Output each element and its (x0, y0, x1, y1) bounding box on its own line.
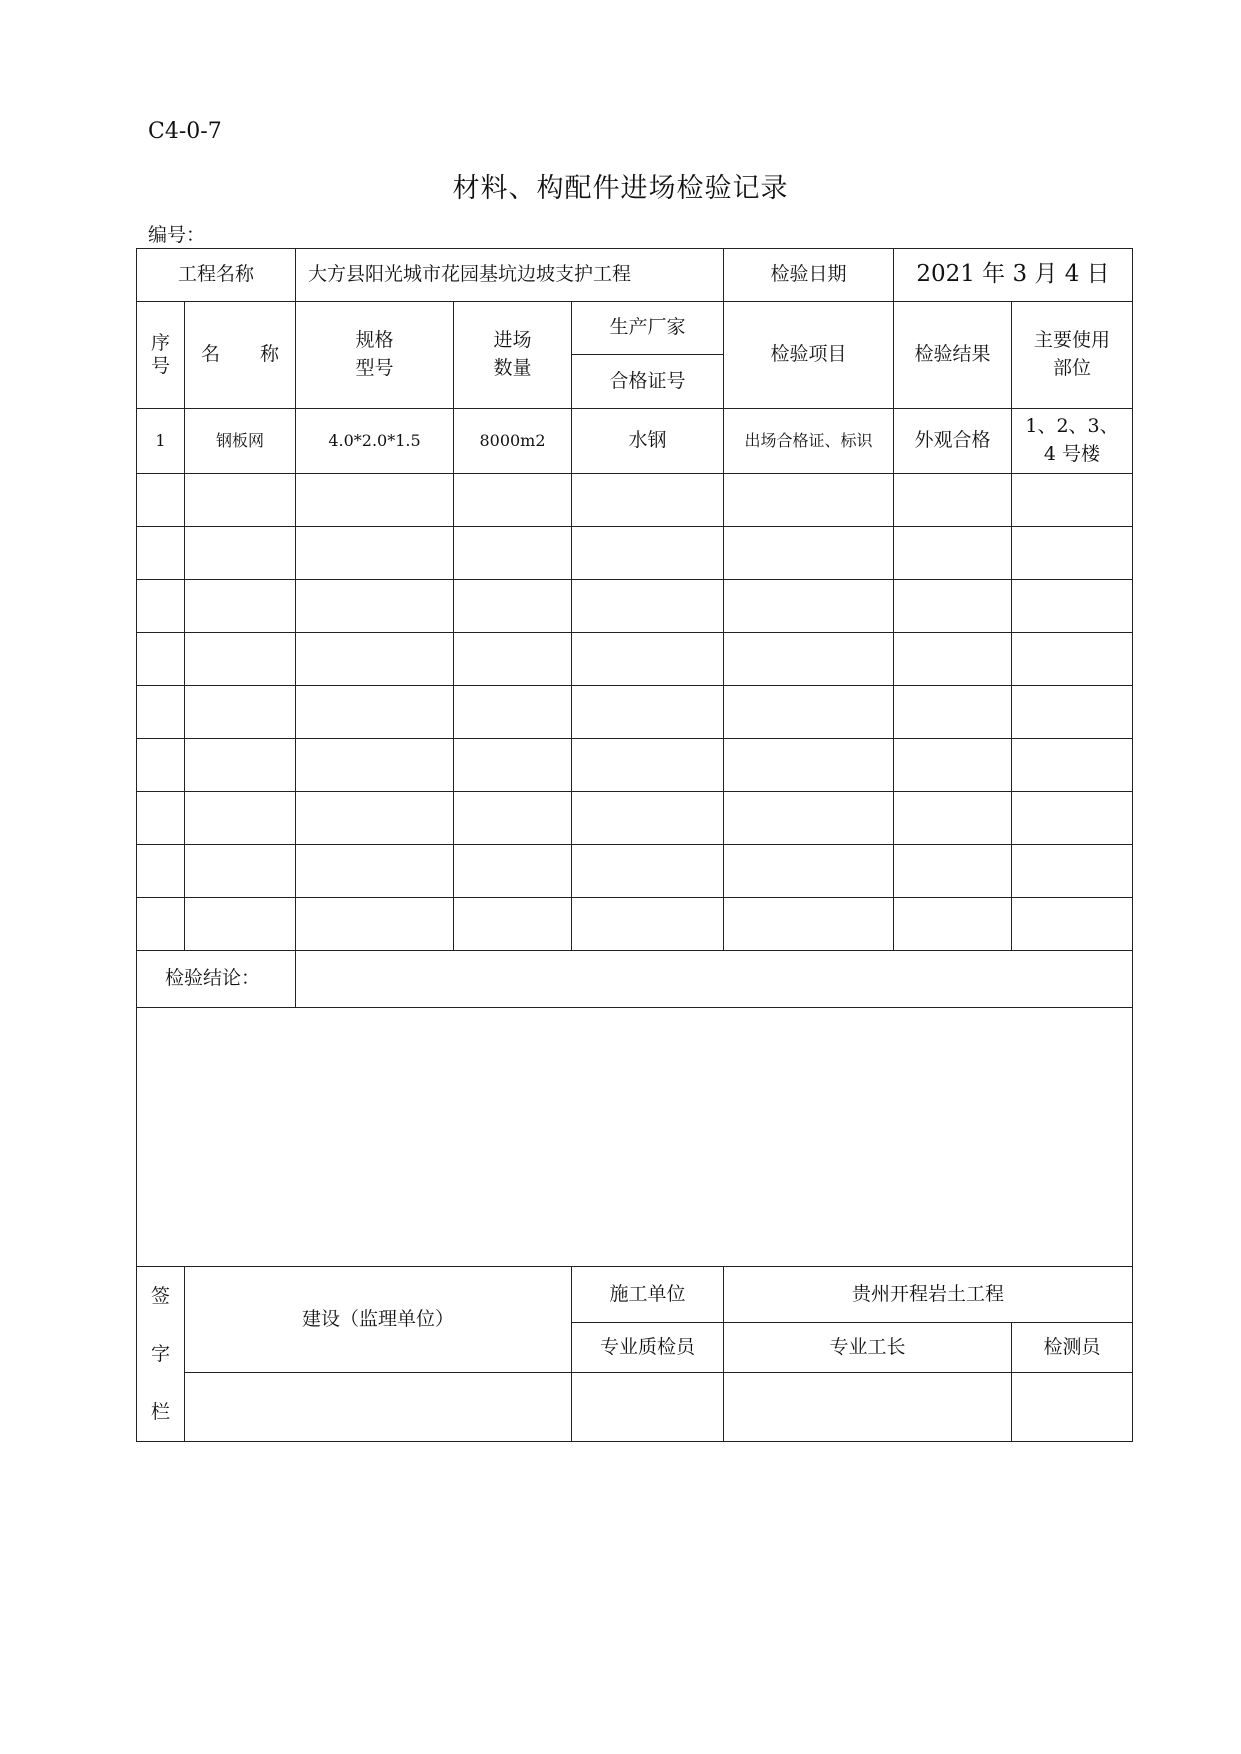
table-row (137, 739, 1133, 792)
serial-number-label: 编号： (148, 224, 206, 246)
cell-seq[interactable]: 1 (137, 409, 185, 474)
project-name-label: 工程名称 (137, 249, 296, 302)
empty-cell[interactable] (724, 474, 894, 527)
empty-cell[interactable] (894, 898, 1012, 951)
qc-inspector-label: 专业质检员 (572, 1323, 724, 1373)
col-header-location (1012, 302, 1133, 409)
empty-cell[interactable] (296, 845, 454, 898)
cell-location[interactable] (1012, 409, 1133, 474)
foreman-label: 专业工长 (724, 1323, 1012, 1373)
empty-cell[interactable] (724, 580, 894, 633)
project-name-value[interactable]: 大方县阳光城市花园基坑边坡支护工程 (296, 249, 724, 302)
empty-cell[interactable] (185, 739, 296, 792)
empty-cell[interactable] (454, 845, 572, 898)
col-header-qty-2: 数量 (493, 357, 532, 379)
col-header-seq-2: 号 (150, 355, 170, 377)
empty-cell[interactable] (185, 845, 296, 898)
conclusion-value[interactable] (296, 951, 1133, 1008)
tester-label: 检测员 (1012, 1323, 1133, 1373)
empty-cell[interactable] (894, 792, 1012, 845)
empty-cell[interactable] (454, 898, 572, 951)
table-row (137, 580, 1133, 633)
col-header-item: 检验项目 (724, 302, 894, 409)
conclusion-body[interactable] (137, 1008, 1133, 1267)
empty-cell[interactable] (1012, 792, 1133, 845)
foreman-signature-cell[interactable] (724, 1372, 1012, 1441)
empty-cell[interactable] (296, 474, 454, 527)
empty-cell[interactable] (296, 527, 454, 580)
col-header-qty-1: 进场 (493, 329, 532, 352)
empty-cell[interactable] (894, 474, 1012, 527)
empty-cell[interactable] (1012, 474, 1133, 527)
signature-side-1: 签 (150, 1285, 170, 1307)
empty-cell[interactable] (724, 898, 894, 951)
conclusion-label: 检验结论： (137, 951, 296, 1008)
empty-cell[interactable] (137, 633, 185, 686)
signature-side-label (137, 1267, 185, 1442)
empty-cell[interactable] (572, 739, 724, 792)
empty-cell[interactable] (454, 633, 572, 686)
empty-cell[interactable] (724, 845, 894, 898)
empty-cell[interactable] (724, 739, 894, 792)
empty-cell[interactable] (185, 527, 296, 580)
empty-cell[interactable] (894, 527, 1012, 580)
col-header-qty (454, 302, 572, 409)
empty-cell[interactable] (137, 527, 185, 580)
qc-signature-cell[interactable] (572, 1372, 724, 1441)
empty-cell[interactable] (296, 686, 454, 739)
empty-cell[interactable] (185, 792, 296, 845)
table-row (137, 474, 1133, 527)
cell-location-1: 1、2、3、 (1025, 415, 1119, 438)
empty-cell[interactable] (1012, 898, 1133, 951)
empty-cell[interactable] (894, 739, 1012, 792)
contractor-name[interactable]: 贵州开程岩土工程 (724, 1267, 1133, 1323)
empty-cell[interactable] (1012, 845, 1133, 898)
empty-cell[interactable] (454, 739, 572, 792)
cell-qty[interactable]: 8000m2 (454, 409, 572, 474)
cell-location-2: 4 号楼 (1043, 443, 1101, 465)
owner-supervisor-label: 建设（监理单位） (185, 1267, 572, 1373)
empty-cell[interactable] (572, 898, 724, 951)
cell-item[interactable]: 出场合格证、标识 (724, 409, 894, 474)
empty-cell[interactable] (137, 792, 185, 845)
col-header-maker: 生产厂家 (572, 302, 724, 355)
empty-cell[interactable] (137, 474, 185, 527)
col-header-name-1: 名 (200, 343, 220, 366)
empty-cell[interactable] (572, 633, 724, 686)
empty-cell[interactable] (454, 792, 572, 845)
col-header-spec (296, 302, 454, 409)
inspection-date-label: 检验日期 (724, 249, 894, 302)
empty-cell[interactable] (724, 792, 894, 845)
cell-maker[interactable]: 水钢 (572, 409, 724, 474)
signature-side-3: 栏 (150, 1401, 170, 1423)
empty-cell[interactable] (137, 739, 185, 792)
table-row (137, 633, 1133, 686)
empty-cell[interactable] (296, 739, 454, 792)
form-code: C4-0-7 (148, 119, 222, 144)
empty-cell[interactable] (894, 845, 1012, 898)
cell-spec[interactable]: 4.0*2.0*1.5 (296, 409, 454, 474)
empty-cell[interactable] (185, 580, 296, 633)
col-header-location-2: 部位 (1052, 357, 1091, 379)
empty-cell[interactable] (296, 633, 454, 686)
col-header-location-1: 主要使用 (1033, 329, 1110, 352)
tester-signature-cell[interactable] (1012, 1372, 1133, 1441)
empty-cell[interactable] (1012, 580, 1133, 633)
document-title: 材料、构配件进场检验记录 (452, 173, 789, 204)
table-row (137, 792, 1133, 845)
col-header-seq (137, 302, 185, 409)
empty-cell[interactable] (137, 686, 185, 739)
empty-cell[interactable] (572, 845, 724, 898)
empty-cell[interactable] (296, 898, 454, 951)
empty-cell[interactable] (296, 792, 454, 845)
empty-cell[interactable] (724, 633, 894, 686)
empty-cell[interactable] (894, 580, 1012, 633)
empty-cell[interactable] (454, 474, 572, 527)
signature-side-2: 字 (150, 1343, 170, 1365)
col-header-name-2: 称 (260, 343, 280, 366)
empty-cell[interactable] (724, 527, 894, 580)
empty-cell[interactable] (572, 527, 724, 580)
empty-cell[interactable] (185, 633, 296, 686)
table-row (137, 898, 1133, 951)
table-row (137, 527, 1133, 580)
cell-result[interactable]: 外观合格 (894, 409, 1012, 474)
empty-cell[interactable] (1012, 527, 1133, 580)
table-row (137, 845, 1133, 898)
col-header-name (185, 302, 296, 409)
empty-cell[interactable] (296, 580, 454, 633)
col-header-spec-1: 规格 (355, 329, 394, 352)
empty-cell[interactable] (572, 686, 724, 739)
empty-cell[interactable] (894, 633, 1012, 686)
inspection-date-value[interactable]: 2021 年 3 月 4 日 (894, 249, 1133, 302)
col-header-result: 检验结果 (894, 302, 1012, 409)
empty-cell[interactable] (1012, 633, 1133, 686)
contractor-label: 施工单位 (572, 1267, 724, 1323)
empty-cell[interactable] (1012, 739, 1133, 792)
col-header-seq-1: 序 (150, 332, 170, 355)
empty-cell[interactable] (185, 686, 296, 739)
owner-signature-cell[interactable] (185, 1372, 572, 1441)
empty-cell[interactable] (137, 580, 185, 633)
empty-cell[interactable] (454, 580, 572, 633)
empty-cell[interactable] (724, 686, 894, 739)
table-row (137, 409, 1133, 474)
col-header-cert: 合格证号 (572, 355, 724, 409)
empty-cell[interactable] (572, 580, 724, 633)
table-row (137, 686, 1133, 739)
cell-name[interactable]: 钢板网 (185, 409, 296, 474)
empty-cell[interactable] (185, 474, 296, 527)
empty-cell[interactable] (572, 474, 724, 527)
empty-cell[interactable] (454, 527, 572, 580)
inspection-record-table (136, 248, 1133, 1442)
col-header-spec-2: 型号 (355, 357, 394, 379)
empty-cell[interactable] (572, 792, 724, 845)
empty-cell[interactable] (185, 898, 296, 951)
empty-cell[interactable] (1012, 686, 1133, 739)
empty-cell[interactable] (454, 686, 572, 739)
empty-cell[interactable] (137, 898, 185, 951)
empty-cell[interactable] (894, 686, 1012, 739)
empty-cell[interactable] (137, 845, 185, 898)
